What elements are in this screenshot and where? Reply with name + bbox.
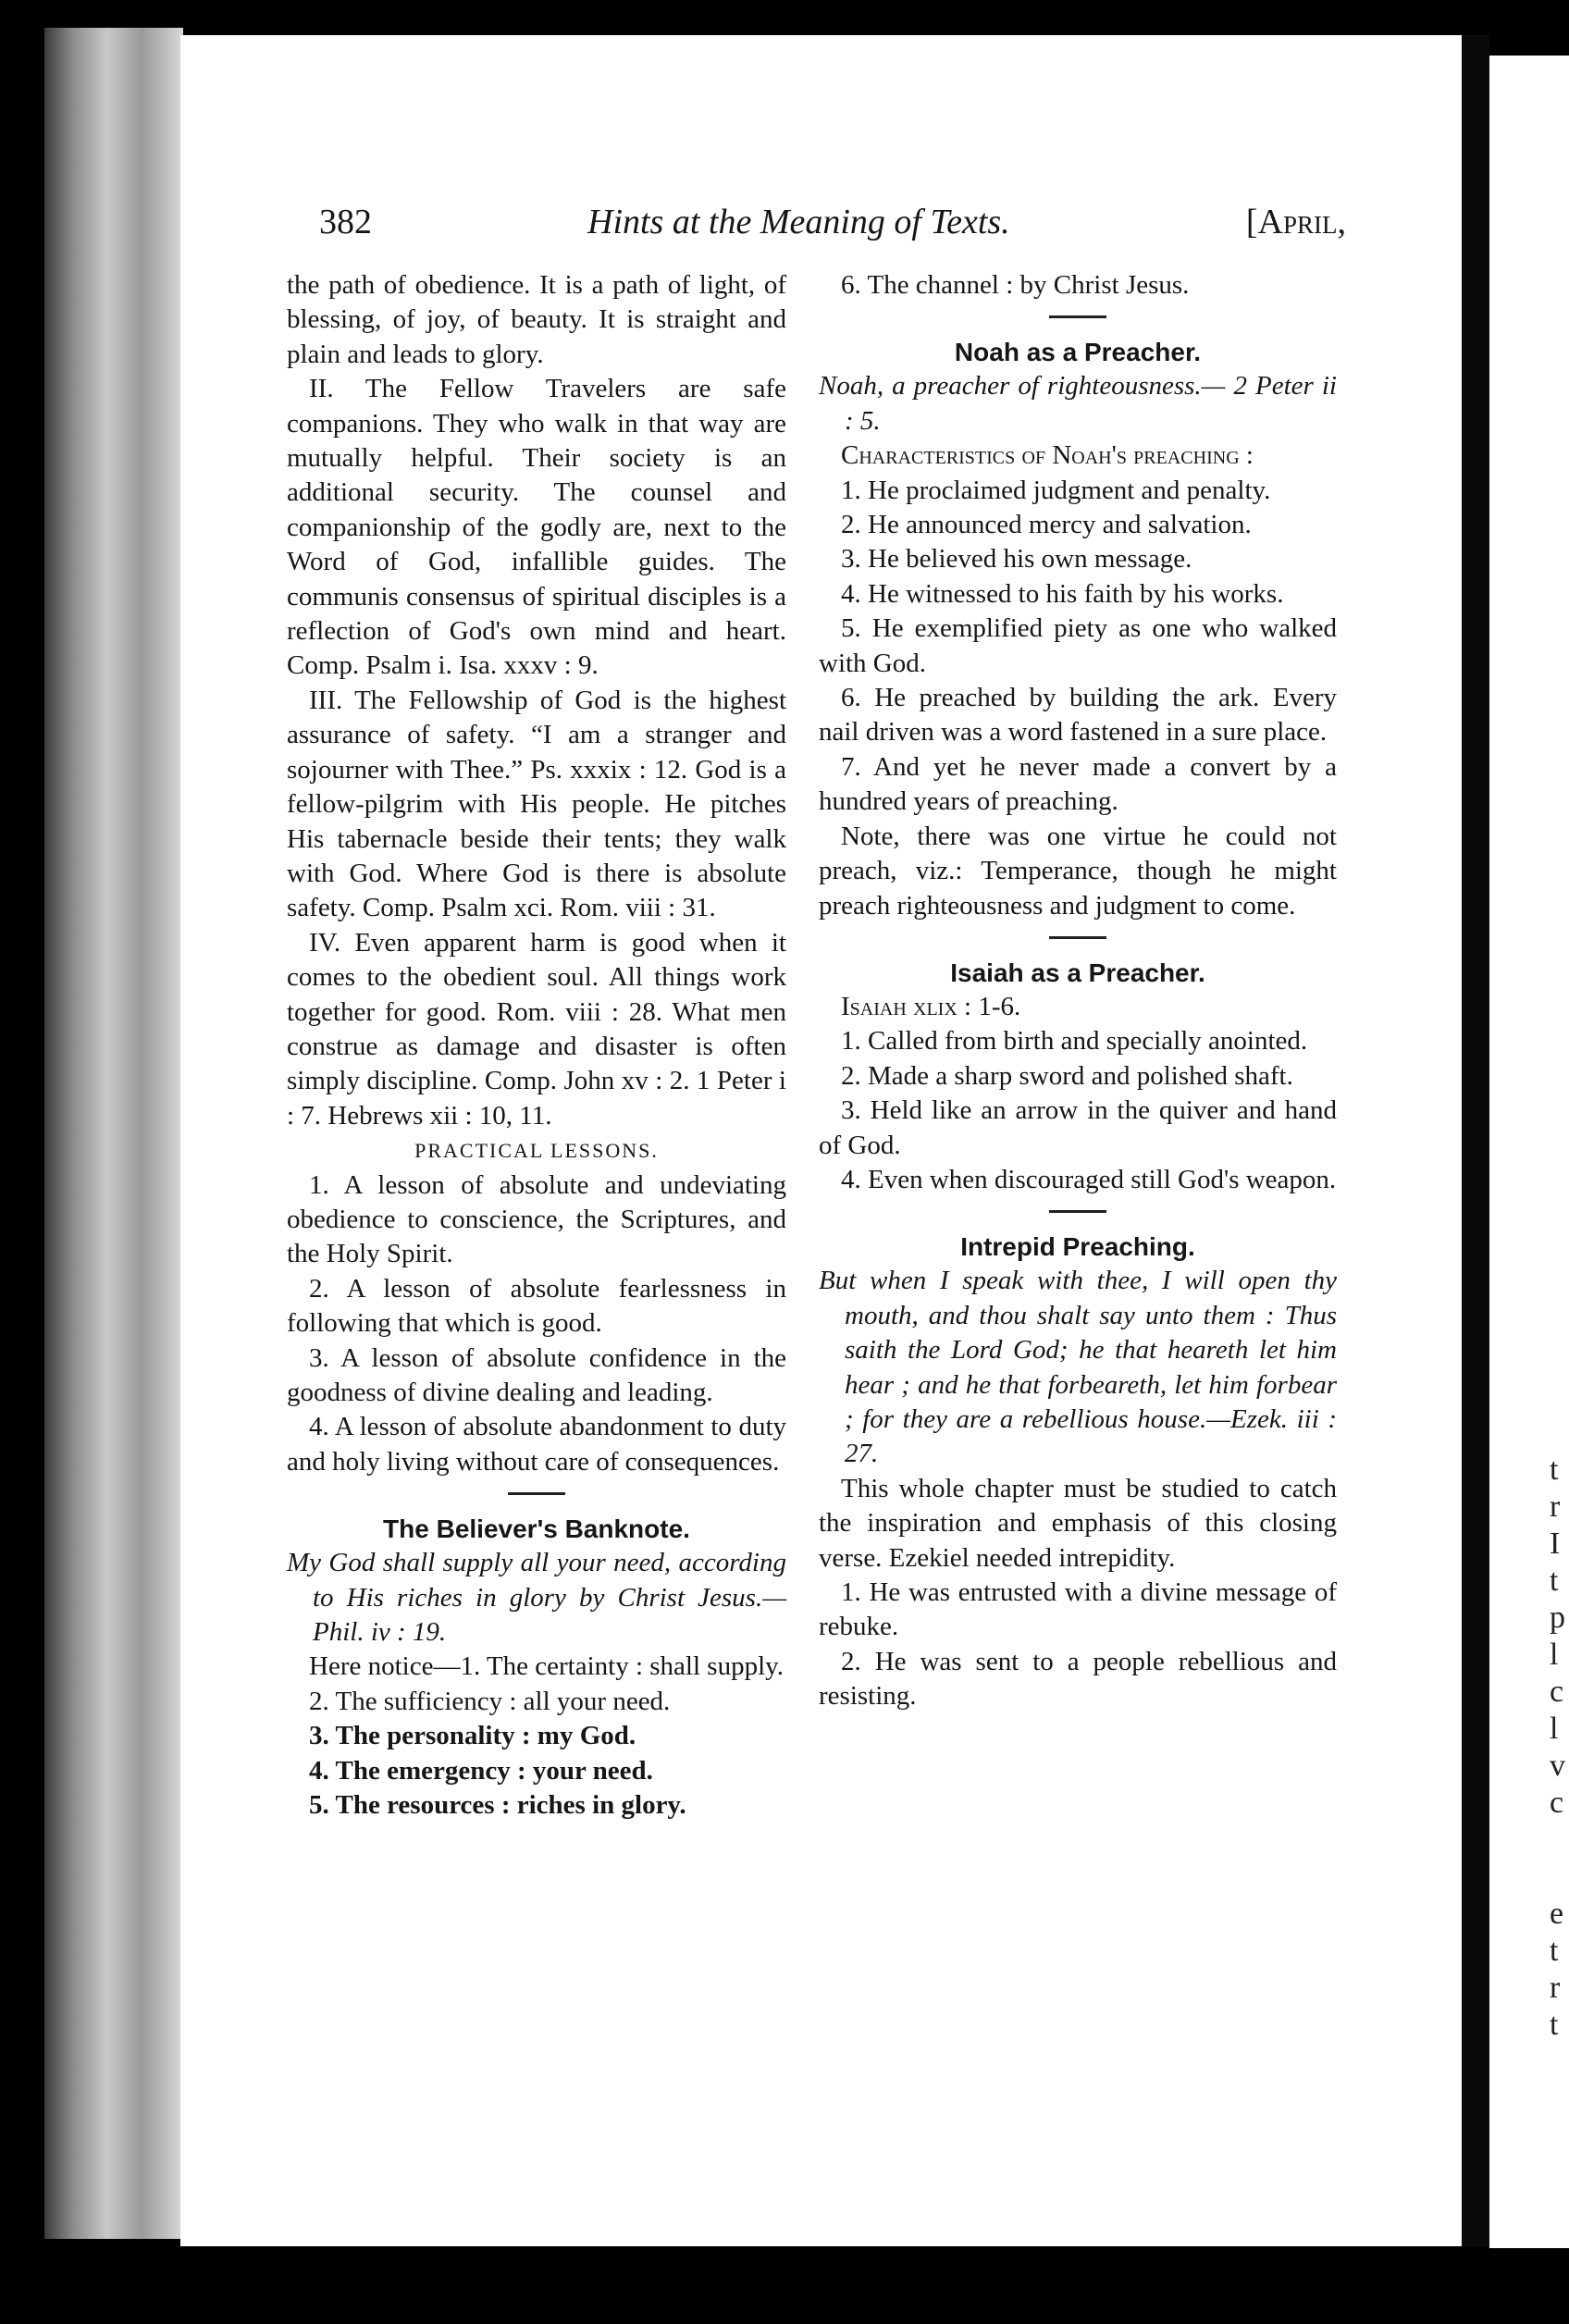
book-gutter: [1462, 35, 1489, 2246]
list-item: 7. And yet he never made a convert by a hundred years of preaching.: [819, 751, 1337, 817]
section-title: Noah as a Preacher.: [954, 338, 1202, 367]
paragraph: Characteristics of Noah's preaching :: [841, 440, 1254, 471]
book-edge-left: [44, 28, 183, 2239]
running-title: Hints at the Meaning of Texts.: [587, 203, 1010, 241]
section-title: Isaiah as a Preacher.: [950, 958, 1205, 987]
list-item: 1. Called from birth and specially anointed.: [841, 1026, 1308, 1057]
list-item: 4. Even when discouraged still God's weapon.: [841, 1164, 1337, 1194]
paragraph: the path of obedience. It is a path of light, of blessing, of joy, of beauty. It is straight and plain and leads to glory.: [287, 270, 786, 369]
facing-page-letter: t: [1550, 1452, 1559, 1487]
facing-page-letter: p: [1550, 1601, 1565, 1635]
section-subheading: PRACTICAL LESSONS.: [414, 1139, 659, 1163]
facing-page-letter: l: [1550, 1712, 1559, 1746]
list-item: 5. He exemplified piety as one who walked with God.: [819, 613, 1337, 678]
facing-page-letter: v: [1550, 1749, 1565, 1783]
list-item: 4. The emergency : your need.: [309, 1755, 653, 1786]
list-item: Here notice—1. The certainty : shall supply.: [309, 1651, 784, 1682]
list-item: 4. A lesson of absolute abandonment to duty and holy living without care of consequences.: [287, 1412, 786, 1477]
list-item: 2. He announced mercy and salvation.: [841, 510, 1252, 540]
list-item: 2. A lesson of absolute fearlessness in following that which is good.: [287, 1273, 786, 1339]
scripture-text: My God shall supply all your need, according to His riches in glory by Christ Jesus.—Phil. iv : 19.: [287, 1548, 786, 1648]
facing-page-letter: r: [1550, 1971, 1561, 2005]
right-column: [819, 268, 1337, 1714]
scripture-text: Noah, a preacher of righteousness.— 2 Peter ii : 5.: [819, 371, 1337, 436]
list-item: 6. The channel : by Christ Jesus.: [841, 270, 1190, 300]
page-number: 382: [319, 203, 372, 241]
facing-page-letter: l: [1550, 1638, 1559, 1672]
list-item: 2. Made a sharp sword and polished shaft.: [841, 1060, 1293, 1091]
paragraph: IV. Even apparent harm is good when it comes to the obedient soul. All things work together for good. Rom. viii : 28. What men construe as damage and disaster is often simply discipline. Comp. John xv : 2. 1 Peter i : 7. Hebrews xii : 10, 11.: [287, 927, 786, 1131]
section-divider: [508, 1492, 565, 1495]
list-item: 1. He proclaimed judgment and penalty.: [841, 475, 1271, 505]
facing-page-letter: t: [1550, 2008, 1559, 2042]
section-divider: [1049, 1210, 1106, 1213]
list-item: 5. The resources : riches in glory.: [309, 1790, 686, 1821]
list-item: 3. The personality : my God.: [309, 1721, 636, 1751]
list-item: 1. He was entrusted with a divine message of rebuke.: [819, 1577, 1337, 1642]
page-header: [319, 202, 1346, 248]
paragraph: Note, there was one virtue he could not preach, viz.: Temperance, though he might preach righteousness and judgment to come.: [819, 821, 1337, 921]
section-divider: [1049, 315, 1106, 318]
paragraph: II. The Fellow Travelers are safe companions. They who walk in that way are mutually helpful. Their society is an additional security. The counsel and companionship of the godly are, next to the Word of God, infallible guides. The communis consensus of spiritual disciples is a reflection of God's own mind and heart. Comp. Psalm i. Isa. xxxv : 9.: [287, 374, 786, 681]
left-column: [287, 268, 786, 1823]
list-item: 1. A lesson of absolute and undeviating obedience to conscience, the Scriptures, and the Holy Spirit.: [287, 1169, 786, 1269]
list-item: 3. Held like an arrow in the quiver and hand of God.: [819, 1095, 1337, 1160]
section-divider: [1049, 936, 1106, 939]
list-item: 2. The sufficiency : all your need.: [309, 1686, 671, 1716]
scripture-text: But when I speak with thee, I will open thy mouth, and thou shalt say unto them : Thus saith the Lord God; he that heareth let him hear ; and he that forbeareth, let him forbear ; for they are a rebellious house.—Ezek. iii : 27.: [819, 1266, 1337, 1469]
list-item: 3. He believed his own message.: [841, 544, 1192, 575]
facing-page-letter: c: [1550, 1786, 1564, 1820]
month-marker: [April,: [1245, 203, 1346, 241]
facing-page-letter: I: [1550, 1527, 1561, 1561]
facing-page-letter: e: [1550, 1897, 1564, 1931]
facing-page-letter: r: [1550, 1490, 1561, 1524]
facing-page-letter: t: [1550, 1934, 1559, 1968]
section-title: The Believer's Banknote.: [383, 1514, 690, 1544]
list-item: 3. A lesson of absolute confidence in the goodness of divine dealing and leading.: [287, 1342, 786, 1407]
list-item: 2. He was sent to a people rebellious and resisting.: [819, 1646, 1337, 1712]
list-item: 6. He preached by building the ark. Every nail driven was a word fastened in a sure place.: [819, 683, 1337, 748]
facing-page-letter: t: [1550, 1564, 1559, 1598]
list-item: 4. He witnessed to his faith by his works.: [841, 578, 1284, 609]
section-title: Intrepid Preaching.: [960, 1232, 1195, 1262]
paragraph: III. The Fellowship of God is the highest assurance of safety. “I am a stranger and sojourner with Thee.” Ps. xxxix : 12. God is a fellow-pilgrim with His people. He pitches His tabernacle beside their tents; they walk with God. Where God is there is absolute safety. Comp. Psalm xci. Rom. viii : 31.: [287, 685, 786, 923]
paragraph: This whole chapter must be studied to catch the inspiration and emphasis of this closing verse. Ezekiel needed intrepidity.: [819, 1473, 1337, 1573]
scripture-reference: Isaiah xlix : 1-6.: [841, 991, 1021, 1021]
facing-page-letter: c: [1550, 1675, 1564, 1709]
